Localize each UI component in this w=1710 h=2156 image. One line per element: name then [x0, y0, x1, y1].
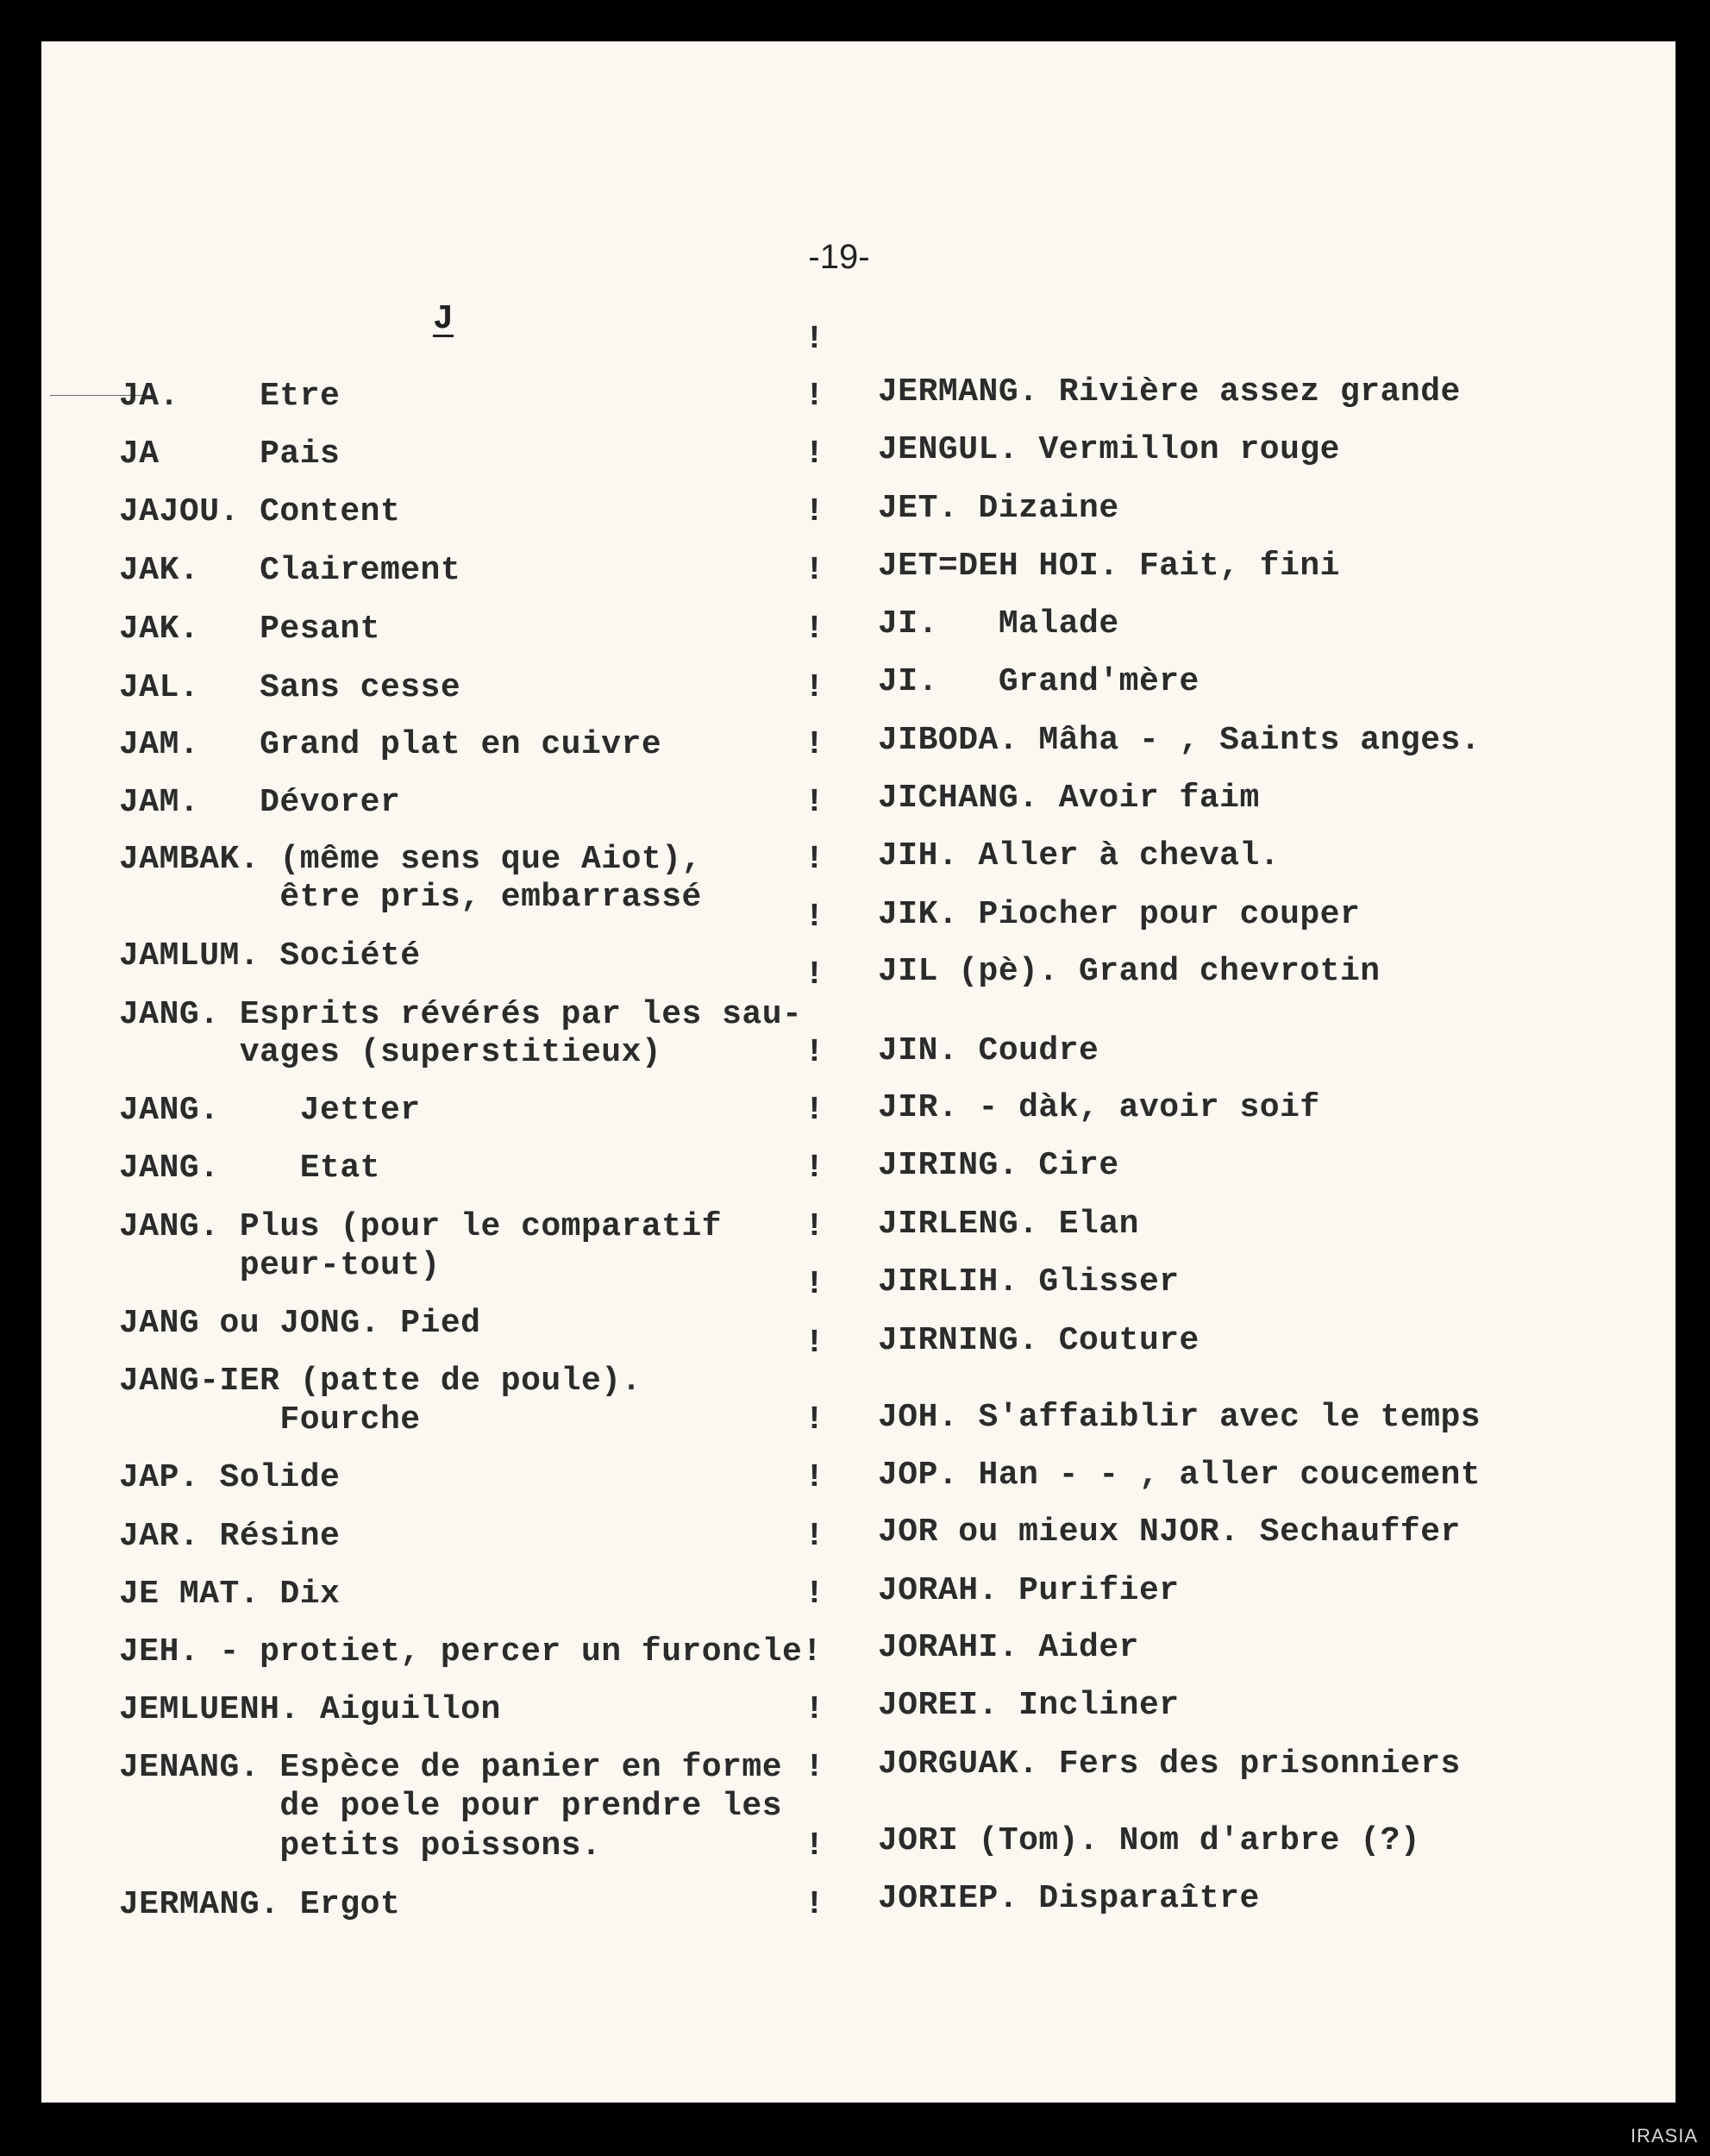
- left-entry: JAJOU. Content: [119, 493, 401, 530]
- column-separator: !: [805, 841, 824, 878]
- left-entry: JAMLUM. Société: [119, 937, 421, 975]
- column-separator: !: [805, 611, 824, 648]
- left-entry-continuation: vages (superstitieux): [119, 1034, 662, 1071]
- left-entry: JAL. Sans cesse: [119, 669, 461, 706]
- left-entry: JANG. Jetter: [119, 1092, 421, 1129]
- column-separator: !: [805, 1092, 824, 1129]
- column-separator: !: [805, 1886, 824, 1923]
- right-entry: JI. Malade: [878, 605, 1119, 642]
- right-entry: JIH. Aller à cheval.: [878, 837, 1281, 874]
- column-separator: !: [805, 1266, 824, 1303]
- right-entry: JOREI. Incliner: [878, 1687, 1180, 1724]
- column-separator: !: [805, 378, 824, 415]
- column-separator: !: [805, 1691, 824, 1728]
- column-separator: !: [805, 1827, 824, 1865]
- column-separator: !: [805, 726, 824, 763]
- document-page: [41, 41, 1676, 2103]
- right-entry: JORI (Tom). Nom d'arbre (?): [878, 1822, 1421, 1859]
- column-separator: !: [805, 956, 824, 993]
- right-entry: JICHANG. Avoir faim: [878, 780, 1260, 817]
- column-separator: !: [805, 436, 824, 473]
- column-separator: !: [805, 899, 824, 936]
- left-entry: JA. Etre: [119, 378, 341, 415]
- left-entry: JENANG. Espèce de panier en forme: [119, 1749, 783, 1786]
- right-entry: JIBODA. Mâha - , Saints anges.: [878, 722, 1481, 759]
- column-separator: !: [805, 1325, 824, 1362]
- left-entry: JEH. - protiet, percer un furoncle!: [119, 1633, 823, 1670]
- page-number: -19-: [808, 238, 870, 276]
- right-entry: JIRING. Cire: [878, 1147, 1119, 1184]
- right-entry: JOR ou mieux NJOR. Sechauffer: [878, 1514, 1461, 1551]
- column-separator: !: [805, 1459, 824, 1496]
- left-entry: JAM. Grand plat en cuivre: [119, 726, 662, 763]
- left-entry-continuation: être pris, embarrassé: [119, 879, 702, 916]
- section-letter-heading: J: [433, 300, 454, 339]
- right-entry: JIRNING. Couture: [878, 1322, 1200, 1359]
- column-separator: !: [805, 552, 824, 589]
- left-entry: JERMANG. Ergot: [119, 1886, 401, 1923]
- right-entry: JIRLIH. Glisser: [878, 1263, 1180, 1300]
- archive-watermark: IRASIA: [1630, 2125, 1698, 2147]
- right-entry: JORAHI. Aider: [878, 1629, 1139, 1666]
- left-entry: JANG. Etat: [119, 1150, 380, 1187]
- left-entry-continuation: de poele pour prendre les: [119, 1788, 783, 1825]
- right-entry: JORIEP. Disparaître: [878, 1880, 1260, 1917]
- right-entry: JOH. S'affaiblir avec le temps: [878, 1399, 1481, 1436]
- left-entry: JANG-IER (patte de poule).: [119, 1363, 642, 1400]
- right-entry: JIN. Coudre: [878, 1032, 1099, 1069]
- column-separator: !: [805, 1749, 824, 1786]
- right-entry: JENGUL. Vermillon rouge: [878, 431, 1340, 468]
- left-entry: JEMLUENH. Aiguillon: [119, 1691, 501, 1728]
- left-entry-continuation: petits poissons.: [119, 1827, 602, 1865]
- right-entry: JET. Dizaine: [878, 490, 1119, 527]
- column-separator: !: [805, 321, 824, 358]
- right-entry: JOP. Han - - , aller coucement: [878, 1457, 1481, 1494]
- left-entry: JAK. Pesant: [119, 611, 380, 648]
- column-separator: !: [805, 1150, 824, 1187]
- left-entry: JE MAT. Dix: [119, 1576, 341, 1613]
- right-entry: JERMANG. Rivière assez grande: [878, 373, 1461, 411]
- column-separator: !: [805, 1518, 824, 1555]
- right-entry: JIR. - dàk, avoir soif: [878, 1089, 1320, 1126]
- column-separator: !: [805, 1208, 824, 1245]
- right-entry: JORAH. Purifier: [878, 1572, 1180, 1609]
- left-entry: JAK. Clairement: [119, 552, 461, 589]
- column-separator: !: [805, 493, 824, 530]
- column-separator: !: [805, 784, 824, 821]
- left-entry-continuation: peur-tout): [119, 1247, 441, 1284]
- left-entry: JAMBAK. (même sens que Aiot),: [119, 841, 702, 878]
- left-entry-continuation: Fourche: [119, 1401, 421, 1438]
- right-entry: JORGUAK. Fers des prisonniers: [878, 1745, 1461, 1783]
- left-entry: JANG ou JONG. Pied: [119, 1305, 481, 1342]
- right-entry: JIRLENG. Elan: [878, 1206, 1139, 1243]
- right-entry: JIK. Piocher pour couper: [878, 896, 1361, 933]
- right-entry: JET=DEH HOI. Fait, fini: [878, 548, 1340, 585]
- column-separator: !: [805, 1034, 824, 1071]
- left-entry: JAP. Solide: [119, 1459, 341, 1496]
- left-entry: JAM. Dévorer: [119, 784, 401, 821]
- column-separator: !: [805, 1401, 824, 1438]
- left-entry: JAR. Résine: [119, 1518, 341, 1555]
- right-entry: JIL (pè). Grand chevrotin: [878, 953, 1381, 990]
- left-entry: JANG. Plus (pour le comparatif: [119, 1208, 723, 1245]
- right-entry: JI. Grand'mère: [878, 663, 1200, 700]
- left-entry: JANG. Esprits révérés par les sau-: [119, 996, 803, 1033]
- column-separator: !: [805, 1576, 824, 1613]
- column-separator: !: [805, 669, 824, 706]
- left-entry: JA Pais: [119, 436, 341, 473]
